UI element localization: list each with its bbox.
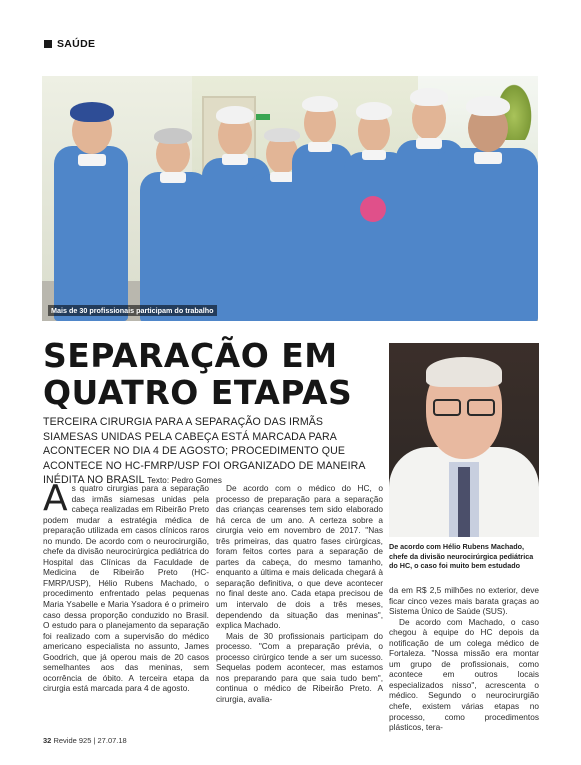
team-member <box>438 92 538 321</box>
portrait-photo <box>389 343 539 537</box>
body-column-3 <box>389 585 539 733</box>
deck-text: TERCEIRA CIRURGIA PARA A SEPARAÇÃO DAS IRMÃS SIAMESAS UNIDAS PELA CABEÇA ESTÁ MARCADA PARA ACONTECER NO DIA 4 DE AGOSTO; PROCEDIMENTO QUE ACONTECE NO HC-FMRP/USP FOI ORGANIZADO DE MANEIRA INÉDITA NO BRASIL <box>43 416 365 486</box>
photo-caption: Mais de 30 profissionais participam do trabalho <box>48 305 217 316</box>
magazine-name: Revide 925 <box>53 736 92 745</box>
body-column-2 <box>216 483 383 704</box>
headline-line-1: SEPARAÇÃO EM <box>43 336 338 375</box>
headline <box>43 337 383 411</box>
deck-credit: Texto: Pedro Gomes <box>147 476 222 485</box>
section-name: SAÚDE <box>57 38 96 50</box>
deck <box>43 415 378 489</box>
paragraph: da em R$ 2,5 milhões no exterior, deve ficar cinco vezes mais barata graças ao Sistema Único de Saúde (SUS). <box>389 585 539 617</box>
section-label <box>44 38 95 50</box>
headline-line-2: QUATRO ETAPAS <box>43 373 353 412</box>
paragraph: s quatro cirurgias para a separação das irmãs siamesas unidas pela cabeça realizadas em Ribeirão Preto podem mudar a estratégia médica de preparação utilizada em casos clínicos raros no mundo. De acordo com o neurocirurgião, chefe da divisão neurocirúrgica pediátrica do Hospital das Clínicas da Faculdade de Medicina de Ribeirão Preto (HC-FMRP/USP), Hélio Rubens Machado, o procedimento enfrentado pelas pequenas Maria Ysabelle e Maria Ysadora é o primeiro caso dessa proporção conduzido no Brasil. O estudo para o planejamento da separação foi realizado com a supervisão do médico americano especialista no assunto, James Goodrich, que já operou mais de 20 casos semelhantes aos das meninas, sem ocorrência de óbito. A terceira etapa da cirurgia está marcada para 4 de agosto. <box>43 483 209 694</box>
page-footer: 32 Revide 925 | 27.07.18 <box>43 736 127 745</box>
main-photo <box>42 76 538 321</box>
team-member <box>50 94 130 321</box>
portrait-caption: De acordo com Hélio Rubens Machado, chefe da divisão neurocirúrgica pediátrica do HC, o caso foi muito bem estudado <box>389 542 534 570</box>
section-square-icon <box>44 40 52 48</box>
page-number: 32 <box>43 736 52 745</box>
paragraph: Mais de 30 profissionais participam do processo. "Com a preparação prévia, o processo cirúrgico tende a ser um sucesso. Sequelas podem acontecer, mas estamos nos preparando para que saia tudo bem", continua o médico de Ribeirão Preto. A cirurgia, avalia- <box>216 630 383 704</box>
drop-cap: A <box>43 478 68 519</box>
paragraph: De acordo com Machado, o caso chegou à equipe do HC depois da notificação de um colega médico de Fortaleza. "Nossa missão era montar um grupo de profissionais, como acontece em outros locais especializados nisso", acrescenta o médico. Segundo o neurocirurgião chefe, existem várias etapas no processo, como procedimentos plásticos, tera- <box>389 616 539 733</box>
issue-date: 27.07.18 <box>97 736 127 745</box>
paragraph: De acordo com o médico do HC, o processo de preparação para a separação das crianças cearenses tem sido elaborado há cerca de um ano. A certeza sobre a cirurgia veio em novembro de 2017. "Nas três primeiras, das quatro fases cirúrgicas, foram feitos cortes para a separação de partes da cabeça, do mesmo tamanho, enquanto a última e mais delicada chegará à separação definitiva, o que deve acontecer no final deste ano. Cada etapa precisou de um intervalo de dois a três meses, dependendo da situação das meninas", explica Machado. <box>216 483 383 631</box>
